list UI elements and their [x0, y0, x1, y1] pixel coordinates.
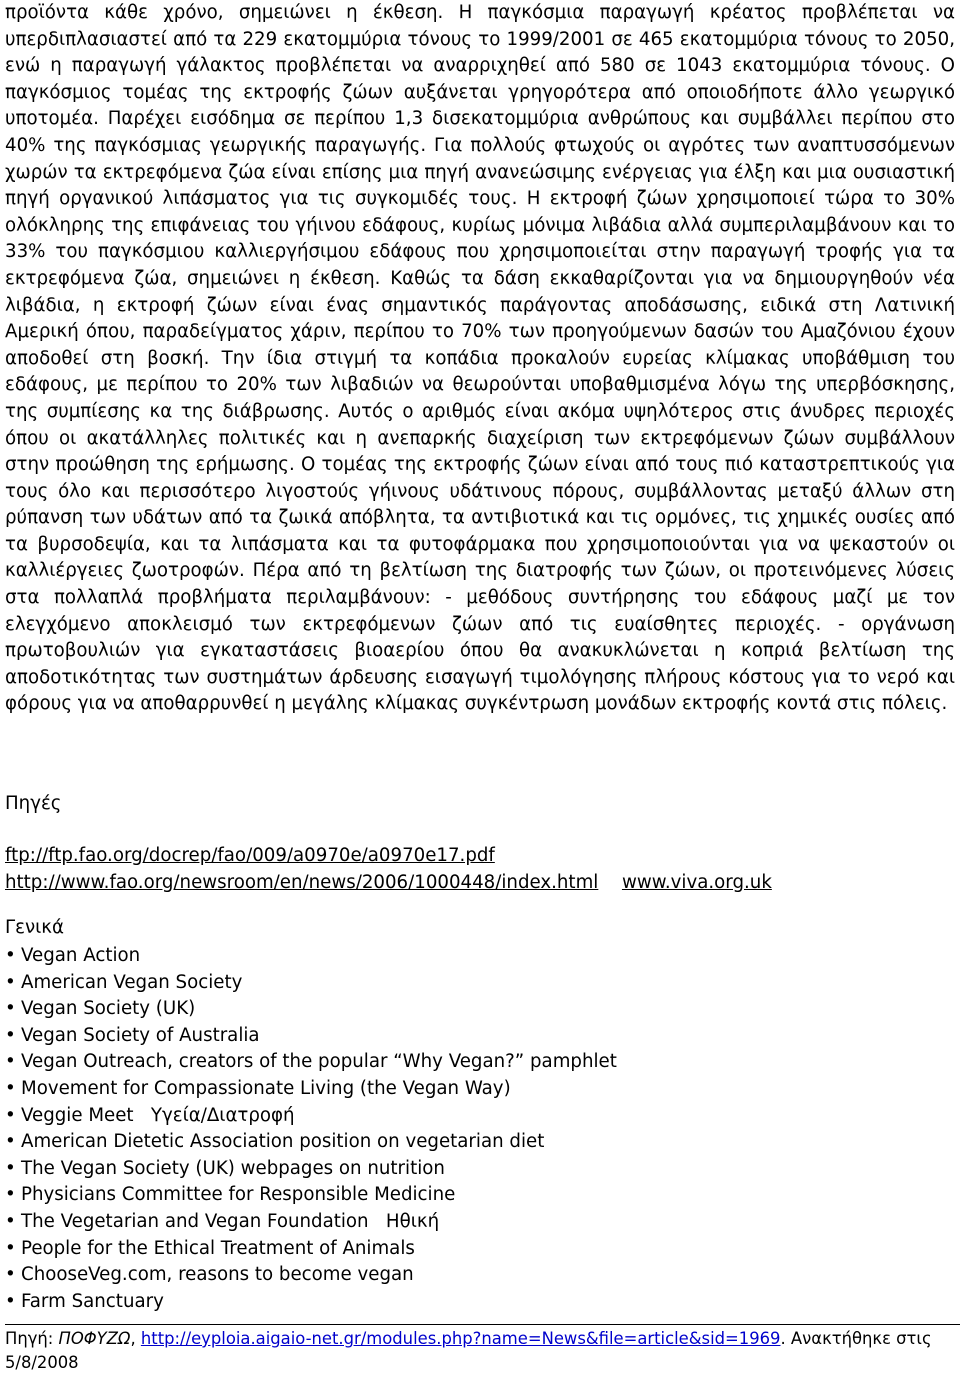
list-item[interactable]: • The Vegan Society (UK) webpages on nutrition: [5, 1156, 617, 1183]
list-item[interactable]: • Vegan Society (UK): [5, 996, 617, 1023]
footer-suffix: . Ανακτήθηκε στις 5/8/2008: [5, 1329, 932, 1372]
bullet-icon: •: [5, 1024, 16, 1046]
bullet-icon: •: [5, 945, 16, 966]
list-item[interactable]: • Farm Sanctuary: [5, 1289, 617, 1316]
fao-newsroom-link[interactable]: http://www.fao.org/newsroom/en/news/2006/1000448/index.html: [5, 871, 599, 893]
footer-source-link[interactable]: http://eyploia.aigaio-net.gr/modules.php?name=News&file=article&sid=1969: [140, 1329, 781, 1348]
bullet-icon: •: [5, 998, 16, 1020]
bullet-icon: •: [5, 1237, 16, 1259]
list-item[interactable]: • Physicians Committee for Responsible Medicine: [5, 1182, 617, 1209]
bullet-icon: •: [5, 1051, 16, 1073]
list-item[interactable]: • The Vegetarian and Vegan Foundation Ηθική: [5, 1209, 617, 1236]
source-links: [5, 843, 772, 896]
list-item[interactable]: • American Dietetic Association position on vegetarian diet: [5, 1129, 617, 1156]
source-link-row-1: [5, 843, 772, 870]
footer-divider: [5, 1324, 960, 1325]
bullet-icon: •: [5, 971, 16, 993]
article-paragraph: προϊόντα κάθε χρόνο, σημειώνει η έκθεση. Η παγκόσμια παραγωγή κρέατος προβλέπεται να υπερδιπλασιαστεί από τα 229 εκατομμύρια τόνους το 1999/2001 σε 465 εκατομμύρια τόνους το 2050, ενώ η παραγωγή γάλακτος προβλέπεται να αναρριχηθεί από 580 σε 1043 εκατομμύρια τόνους. Ο παγκόσμιος τομέας της εκτροφής ζώων αυξάνεται γρηγορότερα από οποιοδήποτε άλλο γεωργικό υποτομέα. Παρέχει εισόδημα σε περίπου 1,3 δισεκατομμύρια ανθρώπους και συμβάλλει περίπου στο 40% της παγκόσμιας γεωργικής παραγωγής. Για πολλούς φτωχούς οι αγρότες των αναπτυσσόμενων χωρών τα εκτρεφόμενα ζώα είναι επίσης μια πηγή ανανεώσιμης ενέργειας για έλξη και μια ουσιαστική πηγή οργανικού λιπάσματος για τις συγκομιδές τους. Η εκτροφή ζώων χρησιμοποιεί τώρα το 30% ολόκληρης της επιφάνειας του γήινου εδάφους, κυρίως μόνιμα λιβάδια αλλά συμπεριλαμβάνουν και το 33% του παγκόσμιου καλλιεργήσιμου εδάφους που χρησιμοποιείται στην παραγωγή τροφής για τα εκτρεφόμενα ζώα, σημειώνει η έκθεση. Καθώς τα δάση εκκαθαρίζονται για να δημιουργηθούν νέα λιβάδια, η εκτροφή ζώων είναι ένας σημαντικός παράγοντας αποδάσωσης, ειδικά στη Λατινική Αμερική όπου, παραδείγματος χάριν, περίπου το 70% των προηγούμενων δασών του Αμαζόνιου έχουν αποδοθεί στη βοσκή. Την ίδια στιγμή τα κοπάδια προκαλούν ευρείας κλίμακας υποβάθμιση του εδάφους, με περίπου το 20% των λιβαδιών να θεωρούνται υποβαθμισμένα λόγω της υπερβόσκησης, της συμπίεσης κα της διάβρωσης. Αυτός ο αριθμός είναι ακόμα υψηλότερος στις άνυδρες περιοχές όπου οι ακατάλληλες πολιτικές και η ανεπαρκής διαχείριση των εκτρεφόμενων ζώων συμβάλλουν στην προώθηση της ερήμωσης. Ο τομέας της εκτροφής ζώων είναι από τους πιό καταστρεπτικούς για τους όλο και περισσότερο λιγοστούς γήινους υδάτινους πόρους, συμβάλλοντας μεταξύ άλλων στη ρύπανση των υδάτων από τα ζωικά απόβλητα, τα αντιβιοτικά και τις ορμόνες, τις χημικές ουσίες από τα βυρσοδεψία, και τα λιπάσματα και τα φυτοφάρμακα που χρησιμοποιούνται για να ψεκαστούν οι καλλιέργειες ζωοτροφών. Πέρα από τη βελτίωση της διατροφής των ζώων, οι προτεινόμενες λύσεις στα πολλαπλά προβλήματα περιλαμβάνουν: - μεθόδους συντήρησης του εδάφους μαζί με τον ελεγχόμενο αποκλεισμό των εκτρεφόμενων ζώων από τις ευαίσθητες περιοχές. - οργάνωση πρωτοβουλιών για εγκαταστάσεις βιοαερίου όπου θα ανακυκλώνεται η κοπριά βελτίωση της αποδοτικότητας των συστημάτων άρδευσης εισαγωγή τιμολόγησης πλήρους κόστους για το νερό και φόρους για να αποθαρρυνθεί η μεγάλης κλίμακας συγκέντρωση μονάδων εκτροφής κοντά στις πόλεις.: [5, 2, 955, 715]
bullet-icon: •: [5, 1157, 16, 1179]
bullet-icon: •: [5, 1104, 16, 1126]
bullet-icon: •: [5, 1077, 16, 1099]
list-item[interactable]: • People for the Ethical Treatment of Animals: [5, 1236, 617, 1263]
list-item[interactable]: • Vegan Society of Australia: [5, 1023, 617, 1050]
bullet-icon: •: [5, 1210, 16, 1232]
list-item[interactable]: • Vegan Outreach, creators of the popular “Why Vegan?” pamphlet: [5, 1049, 617, 1076]
list-item[interactable]: • ChooseVeg.com, reasons to become vegan: [5, 1262, 617, 1289]
list-item[interactable]: • American Vegan Society: [5, 970, 617, 997]
resource-list: [5, 943, 617, 1315]
bullet-icon: •: [5, 1264, 16, 1286]
bullet-icon: •: [5, 1131, 16, 1153]
list-item[interactable]: • Veggie Meet Υγεία/Διατροφή: [5, 1103, 617, 1130]
fao-pdf-link[interactable]: ftp://ftp.fao.org/docrep/fao/009/a0970e/a0970e17.pdf: [5, 845, 495, 866]
bullet-icon: •: [5, 1184, 16, 1206]
viva-link[interactable]: www.viva.org.uk: [621, 871, 772, 893]
list-item[interactable]: • Vegan Action: [5, 943, 617, 970]
general-heading: Γενικά: [5, 917, 64, 938]
bullet-icon: •: [5, 1290, 16, 1312]
footer-separator: ,: [130, 1329, 141, 1348]
footer-prefix: Πηγή:: [5, 1329, 59, 1348]
list-item[interactable]: • Movement for Compassionate Living (the Vegan Way): [5, 1076, 617, 1103]
footer-source-name: ΠΟΦΥΖΩ: [58, 1329, 131, 1348]
source-link-row-2: [5, 870, 772, 897]
footer-citation: [5, 1327, 955, 1375]
sources-heading: Πηγές: [5, 793, 62, 814]
